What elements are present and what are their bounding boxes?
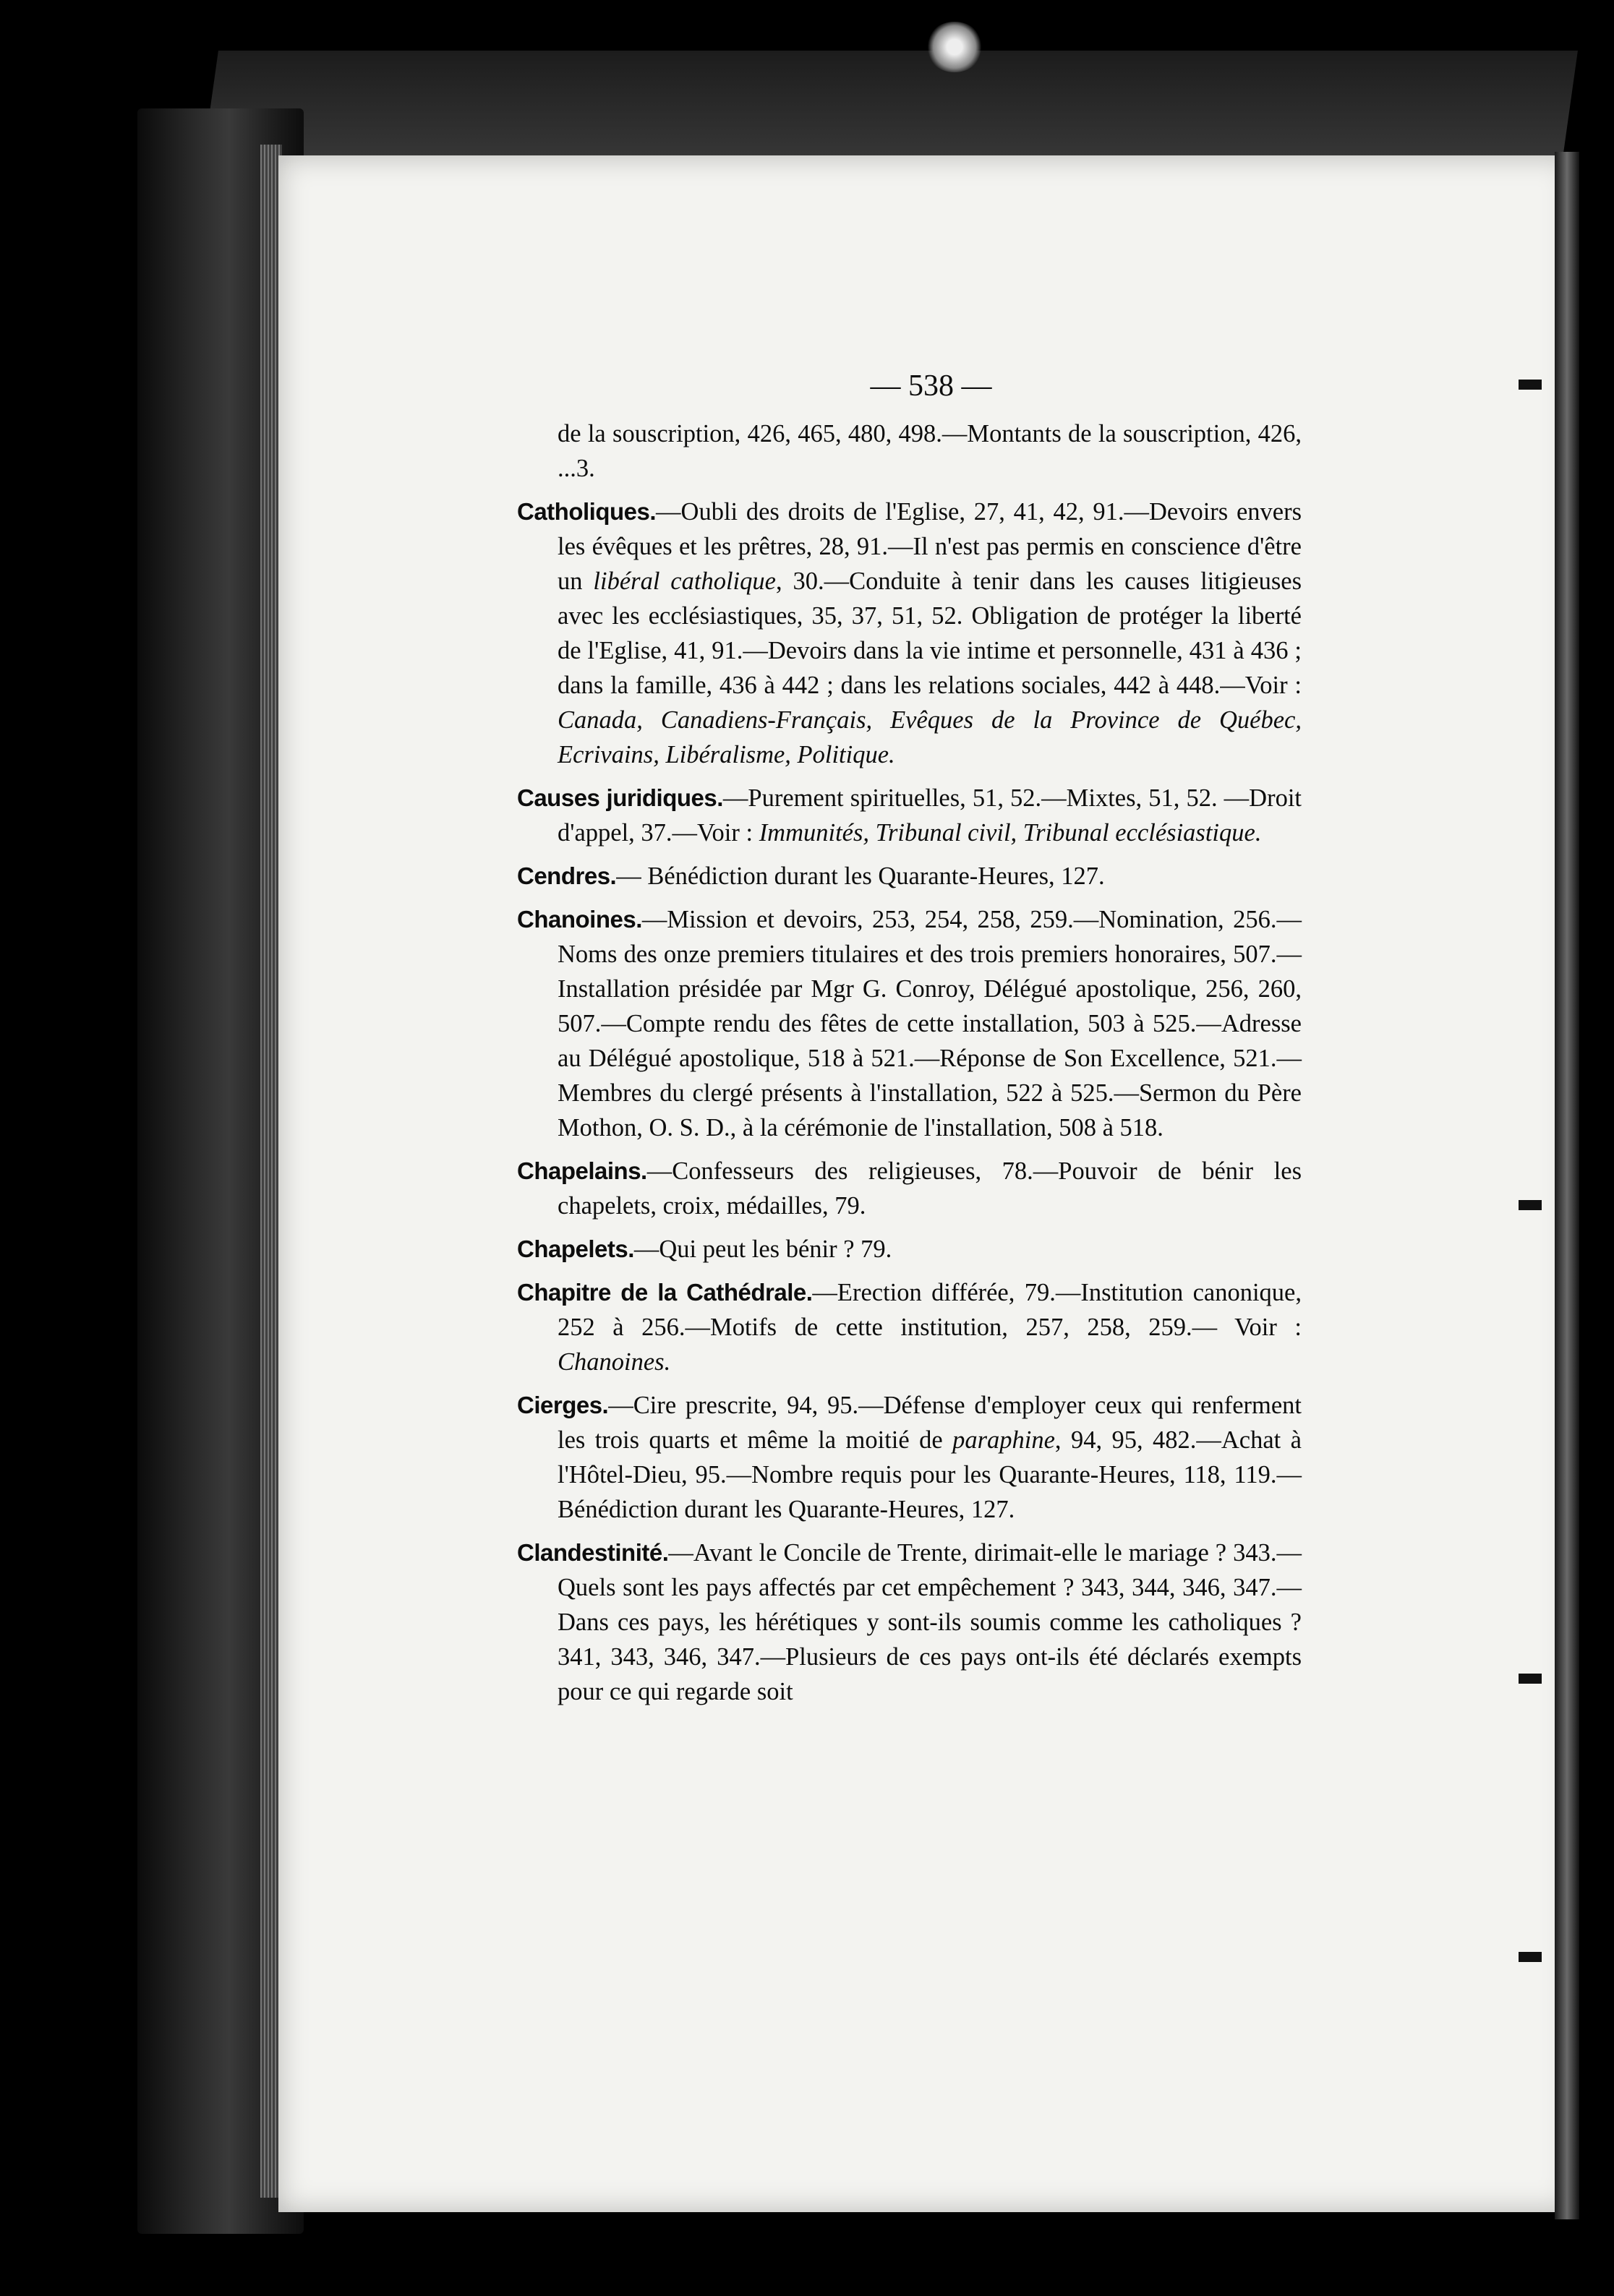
- index-entry: [517, 1232, 1302, 1267]
- entry-text: —Qui peut les bénir ? 79.: [633, 1235, 892, 1263]
- entry-heading: Causes juridiques.: [517, 784, 723, 811]
- entry-reference-italic: Canada, Canadiens-Français, Evêques de la Province de Québec, Ecrivains, Libéralisme, Politique.: [558, 706, 1302, 768]
- index-entry: [517, 1275, 1302, 1379]
- edge-mark: [1519, 1200, 1542, 1210]
- index-entry: [517, 1535, 1302, 1709]
- entry-heading: Chapelets.: [517, 1235, 634, 1262]
- entry-heading: Cendres.: [517, 862, 617, 889]
- index-entry: [517, 781, 1302, 850]
- entry-heading: Chanoines.: [517, 906, 642, 933]
- index-entry: [517, 1154, 1302, 1223]
- index-entry: [517, 902, 1302, 1145]
- entry-text: de la souscription, 426, 465, 480, 498.—Montants de la souscription, 426, ...3.: [558, 420, 1302, 482]
- edge-mark: [1519, 1674, 1542, 1684]
- index-entry: [517, 416, 1302, 486]
- page-content: [517, 369, 1302, 1718]
- index-entry: [517, 494, 1302, 772]
- scan-artifact: [926, 22, 983, 72]
- entry-text: —Confesseurs des religieuses, 78.—Pouvoir de bénir les chapelets, croix, médailles, 79.: [558, 1157, 1302, 1220]
- page-right-edge: [1555, 152, 1579, 2219]
- entry-text: —Mission et devoirs, 253, 254, 258, 259.—Nomination, 256.—Noms des onze premiers titulaires et des trois premiers honoraires, 507.—Installation présidée par Mgr G. Conroy, Délégué apostolique, 256, 260, 507.—Compte rendu des fêtes de cette installation, 503 à 525.—Adresse au Délégué apostolique, 518 à 521.—Réponse de Son Excellence, 521.—Membres du clergé présents à l'installation, 522 à 525.—Sermon du Père Mothon, O. S. D., à la cérémonie de l'installation, 508 à 518.: [558, 906, 1302, 1141]
- entry-heading: Cierges.: [517, 1392, 609, 1418]
- entry-text: —Oubli des droits de l'Eglise, 27, 41, 42, 91.—Devoirs envers les évêques et les prêtres, 28, 91.—Il n'est pas permis en conscience d'être un: [558, 498, 1302, 595]
- entry-text: , 30.—Conduite à tenir dans les causes litigieuses avec les ecclésiastiques, 35, 37, 51, 52. Obligation de protéger la liberté de l'Eglise, 41, 91.—Devoirs dans la vie intime et personnelle, 431 à 436 ; dans la famille, 436 à 442 ; dans les relations sociales, 442 à 448.—Voir :: [558, 567, 1302, 699]
- index-entry: [517, 1388, 1302, 1527]
- entry-text: —Cire prescrite, 94, 95.—Défense d'employer ceux qui renferment les trois quarts et même la moitié de: [558, 1392, 1302, 1454]
- edge-mark: [1519, 1952, 1542, 1962]
- edge-mark: [1519, 380, 1542, 390]
- entry-text: , 94, 95, 482.—Achat à l'Hôtel-Dieu, 95.—Nombre requis pour les Quarante-Heures, 118, 119.—Bénédiction durant les Quarante-Heures, 127.: [558, 1426, 1302, 1523]
- entry-heading: Chapitre de la Cathédrale.: [517, 1279, 813, 1306]
- entry-text: —Purement spirituelles, 51, 52.—Mixtes, 51, 52. —Droit d'appel, 37.—Voir :: [558, 784, 1302, 847]
- entry-heading: Chapelains.: [517, 1157, 647, 1184]
- entry-text: —Avant le Concile de Trente, dirimait-elle le mariage ? 343.—Quels sont les pays affectés par cet empêchement ? 343, 344, 346, 347.—Dans ces pays, les hérétiques y sont-ils soumis comme les catholiques ? 341, 343, 346, 347.—Plusieurs de ces pays ont-ils été déclarés exempts pour ce qui regarde soit: [558, 1539, 1302, 1705]
- entry-text: — Bénédiction durant les Quarante-Heures, 127.: [616, 862, 1105, 890]
- entry-text: —Erection différée, 79.—Institution canonique, 252 à 256.—Motifs de cette institution, 257, 258, 259.— Voir :: [558, 1279, 1302, 1341]
- entry-reference-italic: libéral catholique: [593, 567, 776, 595]
- entry-reference-italic: paraphine: [952, 1426, 1055, 1454]
- entry-reference-italic: Immunités, Tribunal civil, Tribunal ecclésiastique.: [759, 819, 1262, 847]
- index-entries: [517, 416, 1302, 1709]
- entry-heading: Catholiques.: [517, 498, 657, 525]
- entry-reference-italic: Chanoines.: [558, 1348, 671, 1376]
- index-entry: [517, 859, 1302, 894]
- entry-heading: Clandestinité.: [517, 1539, 669, 1566]
- page-number: — 538 —: [870, 369, 992, 403]
